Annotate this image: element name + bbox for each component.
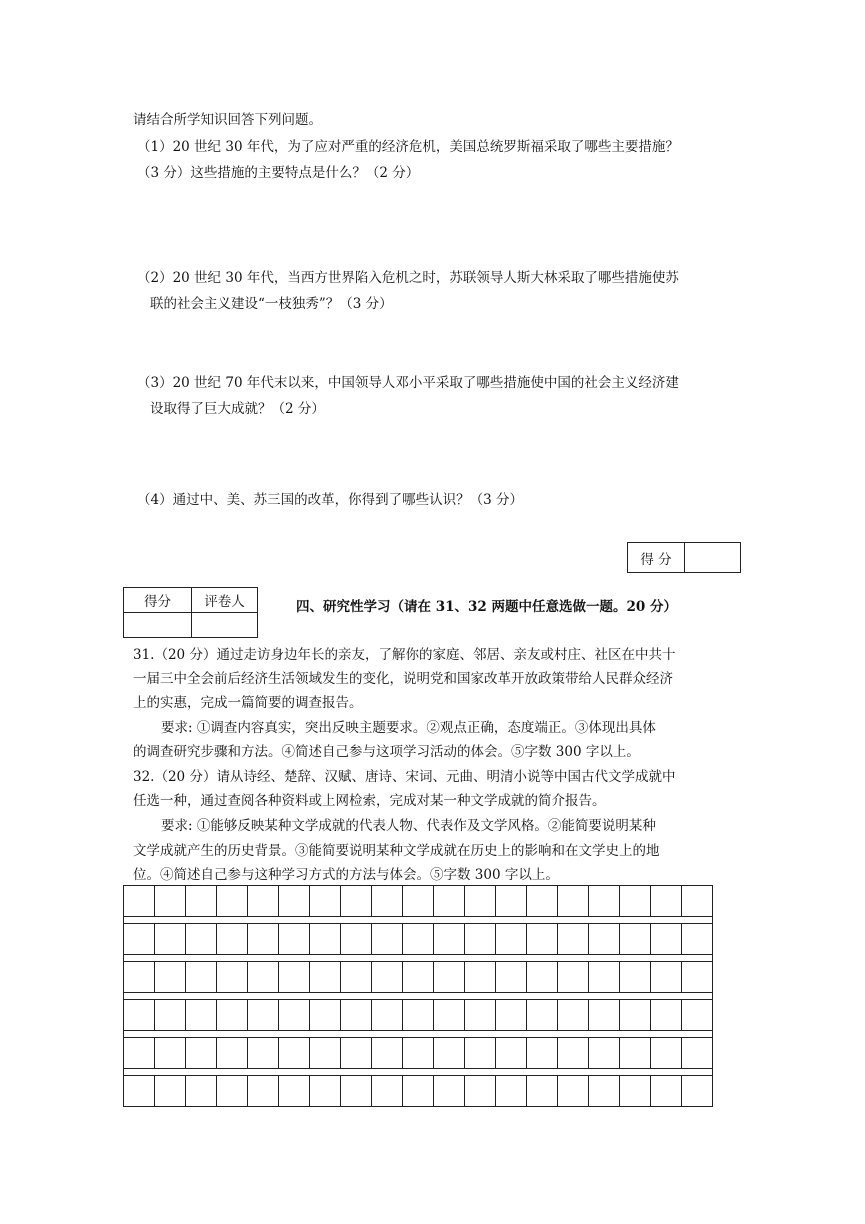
answer-grid-cell[interactable]	[589, 1000, 620, 1030]
answer-grid-cell[interactable]	[248, 924, 279, 954]
answer-grid-cell[interactable]	[124, 886, 155, 916]
answer-grid-cell[interactable]	[248, 1076, 279, 1106]
answer-grid-cell[interactable]	[651, 924, 682, 954]
answer-grid-cell[interactable]	[620, 1000, 651, 1030]
answer-grid-row	[123, 923, 713, 955]
intro-text: 请结合所学知识回答下列问题。	[133, 112, 322, 128]
answer-grid-cell[interactable]	[651, 1076, 682, 1106]
answer-grid-cell[interactable]	[186, 924, 217, 954]
question-1-line-2: （3 分）这些措施的主要特点是什么？（2 分）	[137, 165, 420, 181]
q32-line-2: 任选一种，通过查阅各种资料或上网检索，完成对某一种文学成就的简介报告。	[133, 793, 606, 809]
answer-grid-cell[interactable]	[620, 924, 651, 954]
answer-grid-cell[interactable]	[372, 924, 403, 954]
answer-grid-cell[interactable]	[279, 962, 310, 992]
answer-grid-cell[interactable]	[527, 924, 558, 954]
answer-grid-cell[interactable]	[217, 924, 248, 954]
answer-grid-cell[interactable]	[558, 1076, 589, 1106]
answer-grid-cell[interactable]	[496, 924, 527, 954]
answer-grid-cell[interactable]	[434, 924, 465, 954]
score-label: 得 分	[628, 543, 685, 573]
answer-grid-cell[interactable]	[403, 924, 434, 954]
q31-line-1: 31.（20 分）通过走访身边年长的亲友，了解你的家庭、邻居、亲友或村庄、社区在中共十	[133, 647, 676, 663]
answer-grid[interactable]	[123, 885, 713, 1107]
answer-grid-cell[interactable]	[403, 1000, 434, 1030]
answer-grid-cell[interactable]	[527, 1038, 558, 1068]
answer-grid-cell[interactable]	[372, 886, 403, 916]
answer-grid-cell[interactable]	[496, 886, 527, 916]
answer-grid-cell[interactable]	[279, 924, 310, 954]
answer-grid-cell[interactable]	[248, 1000, 279, 1030]
answer-grid-cell[interactable]	[279, 1000, 310, 1030]
score-box-left	[123, 587, 258, 638]
answer-grid-cell[interactable]	[682, 924, 712, 954]
answer-grid-cell[interactable]	[372, 1038, 403, 1068]
answer-grid-cell[interactable]	[589, 1038, 620, 1068]
section-4-title: 四、研究性学习（请在 31、32 两题中任意选做一题。20 分）	[296, 599, 677, 615]
answer-grid-cell[interactable]	[434, 962, 465, 992]
answer-grid-cell[interactable]	[124, 1076, 155, 1106]
answer-grid-cell[interactable]	[279, 1076, 310, 1106]
answer-grid-cell[interactable]	[682, 1000, 712, 1030]
answer-grid-cell[interactable]	[248, 1038, 279, 1068]
q31-requirement-line-1: 要求: ①调查内容真实，突出反映主题要求。②观点正确，态度端正。③体现出具体	[161, 720, 656, 736]
answer-grid-cell[interactable]	[527, 1000, 558, 1030]
answer-grid-cell[interactable]	[496, 1000, 527, 1030]
answer-grid-cell[interactable]	[155, 962, 186, 992]
answer-grid-cell[interactable]	[558, 962, 589, 992]
answer-grid-cell[interactable]	[682, 886, 712, 916]
answer-grid-cell[interactable]	[124, 924, 155, 954]
answer-grid-cell[interactable]	[341, 924, 372, 954]
answer-grid-cell[interactable]	[403, 1076, 434, 1106]
answer-grid-cell[interactable]	[620, 886, 651, 916]
answer-grid-cell[interactable]	[341, 886, 372, 916]
answer-grid-cell[interactable]	[279, 1038, 310, 1068]
answer-grid-cell[interactable]	[217, 886, 248, 916]
answer-grid-cell[interactable]	[310, 924, 341, 954]
answer-grid-cell[interactable]	[310, 886, 341, 916]
answer-grid-cell[interactable]	[589, 924, 620, 954]
answer-grid-cell[interactable]	[217, 1000, 248, 1030]
question-1-line-1: （1）20 世纪 30 年代，为了应对严重的经济危机，美国总统罗斯福采取了哪些主要措施？	[137, 139, 679, 155]
answer-grid-cell[interactable]	[465, 1038, 496, 1068]
q32-requirement-line-3: 位。④简述自己参与这种学习方式的方法与体会。⑤字数 300 字以上。	[133, 867, 559, 883]
question-4-line-1: （4）通过中、美、苏三国的改革，你得到了哪些认识？（3 分）	[137, 492, 523, 508]
answer-grid-cell[interactable]	[434, 1000, 465, 1030]
answer-grid-cell[interactable]	[682, 1038, 712, 1068]
question-3-line-1: （3）20 世纪 70 年代末以来，中国领导人邓小平采取了哪些措施使中国的社会主义经济建	[137, 375, 679, 391]
answer-grid-cell[interactable]	[310, 962, 341, 992]
answer-grid-cell[interactable]	[217, 1038, 248, 1068]
answer-grid-cell[interactable]	[465, 1000, 496, 1030]
answer-grid-cell[interactable]	[372, 1000, 403, 1030]
answer-grid-cell[interactable]	[682, 1076, 712, 1106]
answer-grid-cell[interactable]	[496, 962, 527, 992]
answer-grid-cell[interactable]	[155, 1076, 186, 1106]
answer-grid-cell[interactable]	[620, 962, 651, 992]
answer-grid-cell[interactable]	[186, 1038, 217, 1068]
q31-requirement-line-2: 的调查研究步骤和方法。④简述自己参与这项学习活动的体会。⑤字数 300 字以上。	[133, 744, 640, 760]
answer-grid-cell[interactable]	[310, 1000, 341, 1030]
answer-grid-cell[interactable]	[155, 1000, 186, 1030]
answer-grid-cell[interactable]	[434, 1076, 465, 1106]
answer-grid-cell[interactable]	[620, 1076, 651, 1106]
grader-header: 评卷人	[192, 588, 258, 613]
answer-grid-cell[interactable]	[496, 1076, 527, 1106]
answer-grid-cell[interactable]	[124, 1000, 155, 1030]
answer-grid-cell[interactable]	[465, 1076, 496, 1106]
answer-grid-row	[123, 1037, 713, 1069]
answer-grid-cell[interactable]	[682, 962, 712, 992]
answer-grid-cell[interactable]	[589, 1076, 620, 1106]
q31-line-3: 上的实惠，完成一篇简要的调查报告。	[133, 695, 363, 711]
answer-grid-cell[interactable]	[124, 962, 155, 992]
answer-grid-cell[interactable]	[527, 886, 558, 916]
answer-grid-cell[interactable]	[403, 1038, 434, 1068]
answer-grid-cell[interactable]	[527, 962, 558, 992]
answer-grid-row	[123, 885, 713, 917]
answer-grid-cell[interactable]	[341, 1038, 372, 1068]
answer-grid-cell[interactable]	[372, 1076, 403, 1106]
answer-grid-row	[123, 961, 713, 993]
answer-grid-cell[interactable]	[341, 1000, 372, 1030]
answer-grid-cell[interactable]	[186, 1076, 217, 1106]
answer-grid-cell[interactable]	[217, 1076, 248, 1106]
answer-grid-cell[interactable]	[558, 924, 589, 954]
score-cell[interactable]	[124, 613, 192, 638]
question-2-line-2: 联的社会主义建设“一枝独秀”？（3 分）	[150, 296, 393, 312]
answer-grid-cell[interactable]	[341, 962, 372, 992]
answer-grid-cell[interactable]	[434, 886, 465, 916]
answer-grid-cell[interactable]	[155, 886, 186, 916]
question-3-line-2: 设取得了巨大成就？（2 分）	[150, 401, 325, 417]
answer-grid-cell[interactable]	[558, 1038, 589, 1068]
q32-requirement-line-1: 要求: ①能够反映某种文学成就的代表人物、代表作及文学风格。②能简要说明某种	[161, 818, 656, 834]
grader-cell[interactable]	[192, 613, 258, 638]
answer-grid-cell[interactable]	[558, 886, 589, 916]
answer-grid-cell[interactable]	[124, 1038, 155, 1068]
score-header: 得分	[124, 588, 192, 613]
answer-grid-cell[interactable]	[403, 962, 434, 992]
answer-grid-cell[interactable]	[310, 1038, 341, 1068]
answer-grid-cell[interactable]	[217, 962, 248, 992]
q32-line-1: 32.（20 分）请从诗经、楚辞、汉赋、唐诗、宋词、元曲、明清小说等中国古代文学成就中	[133, 769, 676, 785]
answer-grid-cell[interactable]	[651, 962, 682, 992]
answer-grid-cell[interactable]	[527, 1076, 558, 1106]
answer-grid-cell[interactable]	[372, 962, 403, 992]
answer-grid-cell[interactable]	[155, 1038, 186, 1068]
answer-grid-cell[interactable]	[434, 1038, 465, 1068]
score-value-cell[interactable]	[685, 543, 741, 573]
answer-grid-row	[123, 1075, 713, 1107]
q31-line-2: 一届三中全会前后经济生活领域发生的变化，说明党和国家改革开放政策带给人民群众经济	[133, 671, 673, 687]
answer-grid-cell[interactable]	[186, 1000, 217, 1030]
answer-grid-cell[interactable]	[651, 1038, 682, 1068]
answer-grid-cell[interactable]	[620, 1038, 651, 1068]
answer-grid-cell[interactable]	[589, 962, 620, 992]
answer-grid-cell[interactable]	[465, 886, 496, 916]
question-2-line-1: （2）20 世纪 30 年代，当西方世界陷入危机之时，苏联领导人斯大林采取了哪些措施使苏	[137, 270, 679, 286]
answer-grid-cell[interactable]	[496, 1038, 527, 1068]
answer-grid-cell[interactable]	[248, 962, 279, 992]
answer-grid-cell[interactable]	[248, 886, 279, 916]
answer-grid-cell[interactable]	[186, 886, 217, 916]
answer-grid-cell[interactable]	[403, 886, 434, 916]
answer-grid-cell[interactable]	[465, 924, 496, 954]
answer-grid-cell[interactable]	[279, 886, 310, 916]
answer-grid-cell[interactable]	[465, 962, 496, 992]
answer-grid-cell[interactable]	[186, 962, 217, 992]
answer-grid-cell[interactable]	[651, 1000, 682, 1030]
answer-grid-cell[interactable]	[155, 924, 186, 954]
answer-grid-cell[interactable]	[651, 886, 682, 916]
answer-grid-cell[interactable]	[589, 886, 620, 916]
answer-grid-cell[interactable]	[558, 1000, 589, 1030]
q32-requirement-line-2: 文学成就产生的历史背景。③能简要说明某种文学成就在历史上的影响和在文学史上的地	[133, 843, 660, 859]
answer-grid-row	[123, 999, 713, 1031]
answer-grid-cell[interactable]	[341, 1076, 372, 1106]
score-box-right	[627, 542, 741, 573]
answer-grid-cell[interactable]	[310, 1076, 341, 1106]
